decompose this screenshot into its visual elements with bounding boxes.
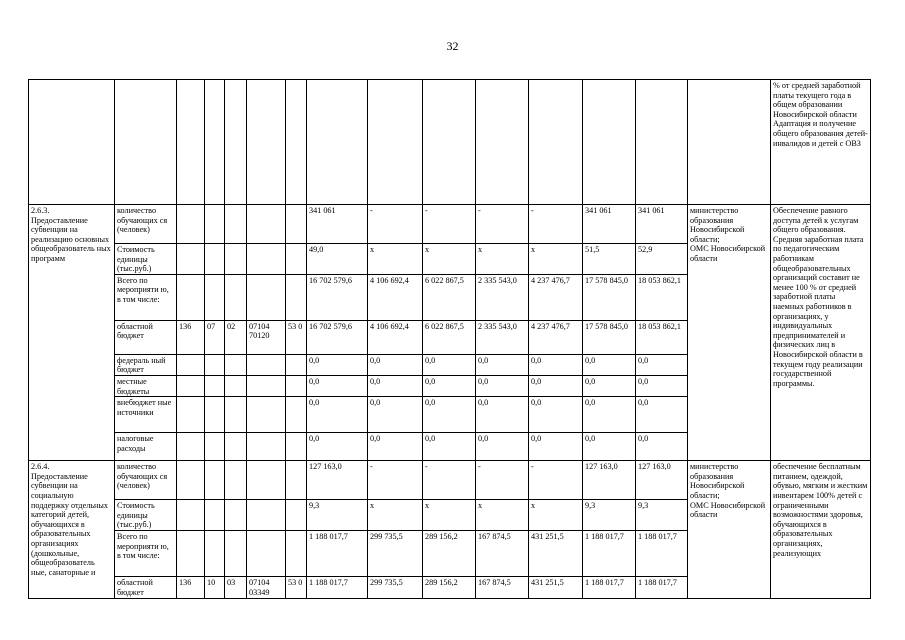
empty-cell xyxy=(529,80,583,205)
expense-type-code xyxy=(286,274,307,320)
year-value-5: 17 578 845,0 xyxy=(583,320,636,354)
empty-cell xyxy=(636,80,688,205)
section-code: 07 xyxy=(205,320,225,354)
subsection-code xyxy=(225,500,247,531)
year-value-1: 0,0 xyxy=(368,354,423,375)
year-value-5: 0,0 xyxy=(583,433,636,461)
indicator-label: внебюджет ные источники xyxy=(115,397,177,433)
section-code xyxy=(205,530,225,576)
indicator-label: областной бюджет xyxy=(115,576,177,598)
empty-cell xyxy=(247,80,286,205)
year-value-4: - xyxy=(529,461,583,500)
grbs-code xyxy=(177,530,205,576)
result-cell: обеспечение бесплатным питанием, одеждой, обувью, мягким и жестким инвентарем 100% детей с ограниченными возможностями здоровья, обучающихся в образовательных организациях, реализующих xyxy=(771,461,871,599)
section-code xyxy=(205,397,225,433)
expense-type-code xyxy=(286,461,307,500)
year-value-4: 0,0 xyxy=(529,354,583,375)
year-value-2: 289 156,2 xyxy=(423,576,476,598)
expense-type-code: 53 0 xyxy=(286,320,307,354)
total-value: 16 702 579,6 xyxy=(307,274,368,320)
indicator-label: Всего по мероприяти ю, в том числе: xyxy=(115,530,177,576)
target-article-code: 07104 03349 xyxy=(247,576,286,598)
page-number: 32 xyxy=(446,39,459,53)
target-article-code xyxy=(247,354,286,375)
section-code xyxy=(205,375,225,396)
year-value-6: 1 188 017,7 xyxy=(636,530,688,576)
table-row xyxy=(29,205,871,244)
year-value-5: 51,5 xyxy=(583,244,636,275)
section-code xyxy=(205,274,225,320)
subsection-code: 03 xyxy=(225,576,247,598)
subsection-code xyxy=(225,530,247,576)
year-value-6: 0,0 xyxy=(636,397,688,433)
year-value-5: 0,0 xyxy=(583,354,636,375)
year-value-4: 431 251,5 xyxy=(529,530,583,576)
section-code: 10 xyxy=(205,576,225,598)
year-value-6: 1 188 017,7 xyxy=(636,576,688,598)
indicator-label: местные бюджеты xyxy=(115,375,177,396)
year-value-6: 0,0 xyxy=(636,375,688,396)
target-article-code xyxy=(247,205,286,244)
year-value-6: 127 163,0 xyxy=(636,461,688,500)
year-value-6: 52,9 xyxy=(636,244,688,275)
year-value-2: 6 022 867,5 xyxy=(423,274,476,320)
indicator-label: областной бюджет xyxy=(115,320,177,354)
empty-cell xyxy=(225,80,247,205)
year-value-5: 341 061 xyxy=(583,205,636,244)
year-value-1: 299 735,5 xyxy=(368,530,423,576)
year-value-1: 0,0 xyxy=(368,433,423,461)
empty-cell xyxy=(286,80,307,205)
year-value-2: - xyxy=(423,205,476,244)
total-value: 1 188 017,7 xyxy=(307,530,368,576)
grbs-code xyxy=(177,500,205,531)
year-value-4: 0,0 xyxy=(529,397,583,433)
year-value-3: 167 874,5 xyxy=(476,576,529,598)
grbs-code xyxy=(177,433,205,461)
total-value: 16 702 579,6 xyxy=(307,320,368,354)
expense-type-code xyxy=(286,530,307,576)
year-value-2: 0,0 xyxy=(423,397,476,433)
expense-type-code xyxy=(286,433,307,461)
indicator-label: Всего по мероприяти ю, в том числе: xyxy=(115,274,177,320)
year-value-4: х xyxy=(529,500,583,531)
subsection-code xyxy=(225,354,247,375)
empty-cell xyxy=(423,80,476,205)
target-article-code: 07104 70120 xyxy=(247,320,286,354)
empty-cell xyxy=(688,80,771,205)
empty-cell xyxy=(177,80,205,205)
year-value-2: 0,0 xyxy=(423,354,476,375)
grbs-code xyxy=(177,375,205,396)
indicator-label: Стоимость единицы (тыс.руб.) xyxy=(115,244,177,275)
year-value-6: 341 061 xyxy=(636,205,688,244)
year-value-2: х xyxy=(423,244,476,275)
grbs-code: 136 xyxy=(177,320,205,354)
indicator-label: налоговые расходы xyxy=(115,433,177,461)
year-value-6: 18 053 862,1 xyxy=(636,274,688,320)
section-code xyxy=(205,244,225,275)
total-value: 127 163,0 xyxy=(307,461,368,500)
executor-cell: министерство образования Новосибирской области; ОМС Новосибирской области xyxy=(688,461,771,599)
year-value-5: 1 188 017,7 xyxy=(583,530,636,576)
empty-cell xyxy=(29,80,115,205)
grbs-code xyxy=(177,461,205,500)
section-code xyxy=(205,461,225,500)
grbs-code xyxy=(177,244,205,275)
year-value-1: 4 106 692,4 xyxy=(368,274,423,320)
empty-cell xyxy=(368,80,423,205)
indicator-label: федераль ный бюджет xyxy=(115,354,177,375)
year-value-3: - xyxy=(476,461,529,500)
year-value-4: 4 237 476,7 xyxy=(529,274,583,320)
section-code xyxy=(205,354,225,375)
section-code xyxy=(205,205,225,244)
year-value-5: 0,0 xyxy=(583,375,636,396)
year-value-3: 2 335 543,0 xyxy=(476,274,529,320)
expense-type-code xyxy=(286,397,307,433)
total-value: 9,3 xyxy=(307,500,368,531)
expense-type-code xyxy=(286,205,307,244)
year-value-3: 0,0 xyxy=(476,397,529,433)
year-value-5: 9,3 xyxy=(583,500,636,531)
target-article-code xyxy=(247,375,286,396)
year-value-4: - xyxy=(529,205,583,244)
table-row xyxy=(29,461,871,500)
subsection-code xyxy=(225,274,247,320)
year-value-5: 1 188 017,7 xyxy=(583,576,636,598)
total-value: 0,0 xyxy=(307,375,368,396)
indicator-label: Стоимость единицы (тыс.руб.) xyxy=(115,500,177,531)
total-value: 0,0 xyxy=(307,354,368,375)
year-value-2: - xyxy=(423,461,476,500)
year-value-1: 4 106 692,4 xyxy=(368,320,423,354)
expense-type-code xyxy=(286,500,307,531)
year-value-6: 0,0 xyxy=(636,354,688,375)
year-value-4: х xyxy=(529,244,583,275)
subsection-code xyxy=(225,205,247,244)
expense-type-code xyxy=(286,375,307,396)
grbs-code xyxy=(177,354,205,375)
year-value-1: 299 735,5 xyxy=(368,576,423,598)
subsection-code xyxy=(225,461,247,500)
goal-text-cell: % от средней заработной платы текущего года в общем образовании Новосибирской области Адаптация и получение общего образования детей-инвалидов и детей с ОВЗ xyxy=(771,80,871,205)
total-value: 49,0 xyxy=(307,244,368,275)
year-value-5: 0,0 xyxy=(583,397,636,433)
subsection-code: 02 xyxy=(225,320,247,354)
target-article-code xyxy=(247,461,286,500)
total-value: 341 061 xyxy=(307,205,368,244)
empty-cell xyxy=(476,80,529,205)
activity-name-cell: 2.6.3. Предоставление субвенции на реализацию основных общеобразователь ных программ xyxy=(29,205,115,461)
year-value-3: х xyxy=(476,244,529,275)
grbs-code xyxy=(177,274,205,320)
target-article-code xyxy=(247,244,286,275)
year-value-2: 6 022 867,5 xyxy=(423,320,476,354)
activity-name-cell: 2.6.4. Предоставление субвенции на социальную поддержку отдельных категорий детей, обучающихся в образовательных организациях (дошкольные, общеобразователь ные, санаторные и xyxy=(29,461,115,599)
indicator-label: количество обучающих ся (человек) xyxy=(115,461,177,500)
empty-cell xyxy=(205,80,225,205)
year-value-6: 9,3 xyxy=(636,500,688,531)
year-value-1: 0,0 xyxy=(368,375,423,396)
section-code xyxy=(205,433,225,461)
year-value-3: 0,0 xyxy=(476,354,529,375)
continuation-row xyxy=(29,80,871,205)
executor-cell: министерство образования Новосибирской области; ОМС Новосибирской области xyxy=(688,205,771,461)
target-article-code xyxy=(247,274,286,320)
target-article-code xyxy=(247,397,286,433)
year-value-2: 0,0 xyxy=(423,375,476,396)
year-value-3: 167 874,5 xyxy=(476,530,529,576)
year-value-3: 0,0 xyxy=(476,433,529,461)
year-value-4: 4 237 476,7 xyxy=(529,320,583,354)
subsection-code xyxy=(225,397,247,433)
subsection-code xyxy=(225,375,247,396)
year-value-1: - xyxy=(368,461,423,500)
year-value-3: х xyxy=(476,500,529,531)
expense-type-code: 53 0 xyxy=(286,576,307,598)
indicator-label: количество обучающих ся (человек) xyxy=(115,205,177,244)
section-code xyxy=(205,500,225,531)
year-value-4: 0,0 xyxy=(529,375,583,396)
year-value-3: 0,0 xyxy=(476,375,529,396)
year-value-3: 2 335 543,0 xyxy=(476,320,529,354)
target-article-code xyxy=(247,530,286,576)
year-value-2: х xyxy=(423,500,476,531)
year-value-5: 17 578 845,0 xyxy=(583,274,636,320)
subsection-code xyxy=(225,433,247,461)
grbs-code: 136 xyxy=(177,576,205,598)
year-value-1: - xyxy=(368,205,423,244)
grbs-code xyxy=(177,205,205,244)
year-value-1: х xyxy=(368,500,423,531)
year-value-6: 0,0 xyxy=(636,433,688,461)
expense-type-code xyxy=(286,354,307,375)
total-value: 1 188 017,7 xyxy=(307,576,368,598)
year-value-2: 289 156,2 xyxy=(423,530,476,576)
year-value-5: 127 163,0 xyxy=(583,461,636,500)
empty-cell xyxy=(307,80,368,205)
target-article-code xyxy=(247,500,286,531)
year-value-3: - xyxy=(476,205,529,244)
empty-cell xyxy=(583,80,636,205)
year-value-4: 431 251,5 xyxy=(529,576,583,598)
subsection-code xyxy=(225,244,247,275)
result-cell: Обеспечение равного доступа детей к услугам общего образования. Средняя заработная плата по педагогическим работникам общеобразовательных организаций составит не менее 100 % от средней заработной платы наемных работников в организациях, у индивидуальных предпринимателей и физических лиц в Новосибирской области в текущем году реализации государственной программы. xyxy=(771,205,871,461)
expense-type-code xyxy=(286,244,307,275)
program-table xyxy=(28,79,871,599)
total-value: 0,0 xyxy=(307,433,368,461)
target-article-code xyxy=(247,433,286,461)
total-value: 0,0 xyxy=(307,397,368,433)
year-value-6: 18 053 862,1 xyxy=(636,320,688,354)
empty-cell xyxy=(115,80,177,205)
year-value-4: 0,0 xyxy=(529,433,583,461)
year-value-1: х xyxy=(368,244,423,275)
grbs-code xyxy=(177,397,205,433)
year-value-2: 0,0 xyxy=(423,433,476,461)
year-value-1: 0,0 xyxy=(368,397,423,433)
